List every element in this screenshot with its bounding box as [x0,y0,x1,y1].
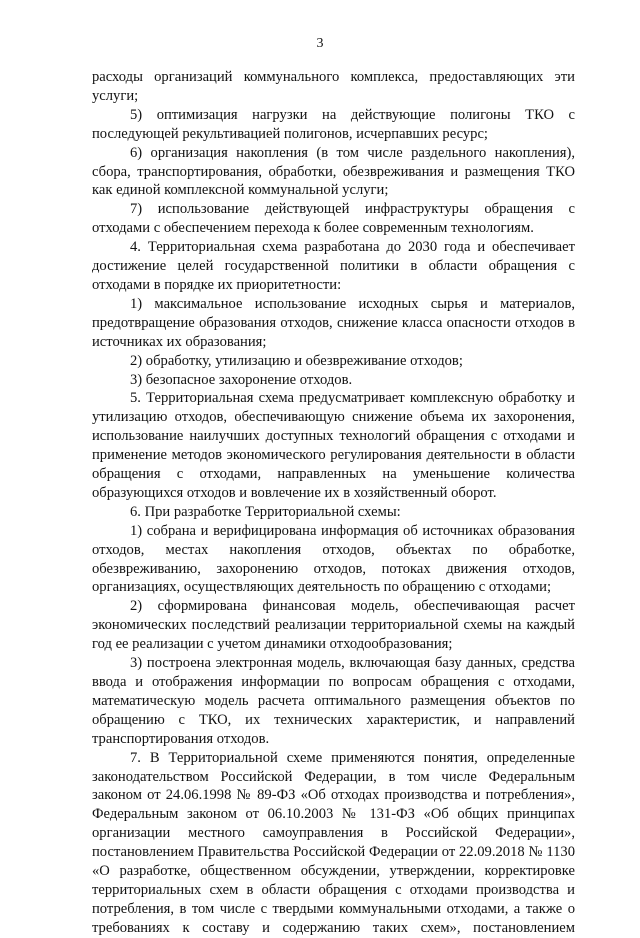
paragraph-3: 6) организация накопления (в том числе раздельного накопления), сбора, транспортирования, обработки, обезвреживания и размещения ТКО как единой комплексной коммунальной услуги; [92,144,575,199]
paragraph-4: 7) использование действующей инфраструктуры обращения с отходами с обеспечением перехода к более современным технологиям. [92,201,575,237]
paragraph-9: 5. Территориальная схема предусматривает комплексную обработку и утилизацию отходов, обеспечивающую снижение объема их захоронения, использование наилучших доступных технологий обращения с отходами и применение методов экономического регулирования деятельности в области обращения с отходами, направленных на уменьшение количества образующихся отходов и вовлечение их в хозяйственный оборот. [92,390,575,501]
paragraph-12: 2) сформирована финансовая модель, обеспечивающая расчет экономических последствий реализации территориальной схемы на каждый год ее реализации с учетом динамики отходообразования; [92,598,575,653]
paragraph-1: расходы организаций коммунального комплекса, предоставляющих эти услуги; [92,69,575,104]
paragraph-13: 3) построена электронная модель, включающая базу данных, средства ввода и отображения информации по вопросам обращения с отходами, математическую модель расчета оптимального размещения объектов по обращению с ТКО, их технических характеристик, и направлений транспортирования отходов. [92,655,575,747]
document-body [92,68,575,938]
paragraph-5: 4. Территориальная схема разработана до 2030 года и обеспечивает достижение целей государственной политики в области обращения с отходами в порядке их приоритетности: [92,239,575,293]
page-number: 3 [316,36,324,51]
paragraph-14: 7. В Территориальной схеме применяются понятия, определенные законодательством Российской Федерации, в том числе Федеральным законом от 24.06.1998 № 89-ФЗ «Об отходах производства и потребления», Федеральным законом от 06.10.2003 № 131-ФЗ «Об общих принципах организации местного самоуправления в Российской Федерации», постановлением Правительства Российской Федерации от 22.09.2018 № 1130 «О разработке, общественном обсуждении, утверждении, корректировке территориальных схем в области обращения с отходами производства и потребления, в том числе с твердыми коммунальными отходами, а также о требованиях к составу и содержанию таких схем», постановлением [92,749,575,936]
paragraph-2: 5) оптимизация нагрузки на действующие полигоны ТКО с последующей рекультивацией полигонов, исчерпавших ресурс; [92,106,575,142]
paragraph-6: 1) максимальное использование исходных сырья и материалов, предотвращение образования отходов, снижение класса опасности отходов в источниках их образования; [92,295,575,350]
paragraph-8: 3) безопасное захоронение отходов. [130,371,353,388]
paragraph-10: 6. При разработке Территориальной схемы: [130,503,401,520]
paragraph-11: 1) собрана и верифицирована информация об источниках образования отходов, местах накопления отходов, объектах по обработке, обезвреживанию, захоронению отходов, потоках движения отходов, организациях, осуществляющих деятельность по обращению с отходами; [92,522,575,596]
paragraph-7: 2) обработку, утилизацию и обезвреживание отходов; [130,352,463,369]
